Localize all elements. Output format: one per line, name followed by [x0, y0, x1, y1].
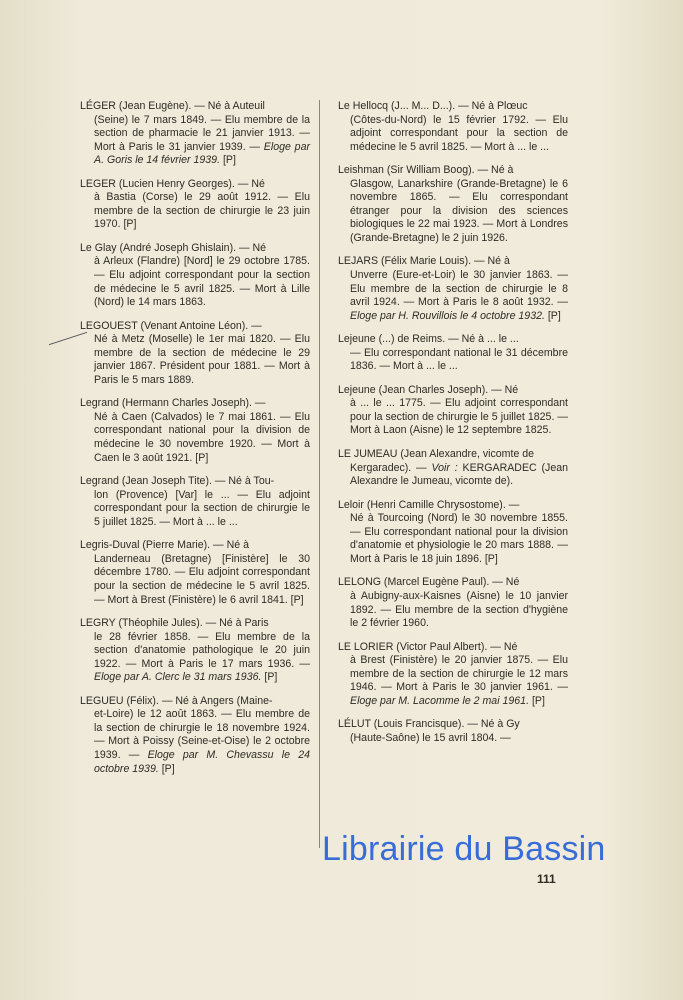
dictionary-entry — [80, 617, 310, 685]
entry-body — [338, 462, 568, 489]
entry-text: Glasgow, Lanarkshire (Grande-Bretagne) le 6 novembre 1865. — Elu correspondant étranger pour la division des sciences biologiques le 22 mai 1923. — Mort à Londres (Grande-Bretagne) le 2 juin 1926. — [350, 177, 568, 244]
entry-heading-line: Legrand (Hermann Charles Joseph). — — [80, 397, 266, 410]
entry-text: à ... le ... 1775. — Elu adjoint correspondant pour la section de chirurgie le 5 juillet 1825. — Mort à Laon (Aisne) le 12 septembre 1825. — [350, 397, 568, 437]
entry-text: (Haute-Saône) le 15 avril 1804. — — [350, 731, 511, 744]
entry-heading-line: LE LORIER (Victor Paul Albert). — Né — [338, 640, 518, 653]
entry-heading-line: LEGRY (Théophile Jules). — Né à Paris — [80, 617, 269, 630]
entry-text-end: [P] — [529, 694, 545, 707]
left-column — [80, 100, 310, 786]
entry-heading-line: Leishman (Sir William Boog). — Né à — [338, 164, 514, 177]
entry-eloge: Eloge par H. Rouvillois le 4 octobre 1932. — [350, 309, 545, 322]
entry-body — [338, 397, 568, 438]
dictionary-entry — [338, 641, 568, 709]
entry-text: à Arleux (Flandre) [Nord] le 29 octobre 1785. — Elu adjoint correspondant pour la section de médecine le 5 avril 1825. — Mort à Lille (Nord) le 14 mars 1863. — [94, 255, 310, 309]
entry-body — [80, 553, 310, 607]
entry-body — [80, 631, 310, 685]
entry-heading-line: LÉGER (Jean Eugène). — Né à Auteuil — [80, 100, 265, 112]
entry-body — [80, 191, 310, 232]
entry-heading-line: LE JUMEAU (Jean Alexandre, vicomte de — [338, 448, 535, 461]
entry-heading-line: Le Hellocq (J... M... D...). — Né à Plœuc — [338, 100, 528, 112]
dictionary-entry — [338, 384, 568, 438]
entry-eloge: Voir : — [431, 461, 458, 474]
entry-body — [338, 512, 568, 566]
entry-text-end: [P] — [158, 762, 175, 775]
dictionary-entry — [80, 695, 310, 776]
entry-text: (Côtes-du-Nord) le 15 février 1792. — Elu adjoint correspondant pour la section de médecine le 5 avril 1825. — Mort à ... le ... — [350, 113, 568, 153]
dictionary-entry — [338, 164, 568, 245]
entry-text-end: [P] — [220, 154, 236, 167]
dictionary-entry — [338, 333, 568, 374]
dictionary-entry — [80, 242, 310, 310]
entry-eloge: Eloge par A. Clerc le 31 mars 1936. — [94, 671, 262, 684]
dictionary-entry — [80, 178, 310, 232]
entry-body — [338, 590, 568, 631]
entry-text-end: [P] — [544, 309, 561, 322]
entry-text: lon (Provence) [Var] le ... — Elu adjoint correspondant pour la section de chirurgie le 5 juillet 1825. — Mort à ... le ... — [94, 488, 310, 528]
entry-text: — Elu correspondant national le 31 décembre 1836. — Mort à ... le ... — [350, 346, 568, 373]
entry-body — [80, 708, 310, 776]
entry-body — [80, 255, 310, 309]
entry-body — [338, 347, 568, 374]
entry-heading-line: LEGER (Lucien Henry Georges). — Né — [80, 177, 265, 190]
entry-heading-line: Lejeune (...) de Reims. — Né à ... le ... — [338, 333, 519, 346]
entry-heading-line: Le Glay (André Joseph Ghislain). — Né — [80, 241, 267, 254]
dictionary-entry — [338, 448, 568, 489]
right-column — [338, 100, 568, 755]
dictionary-entry — [80, 475, 310, 529]
dictionary-entry — [338, 499, 568, 567]
entry-heading-line: Leloir (Henri Camille Chrysostome). — — [338, 498, 520, 511]
dictionary-entry — [80, 539, 310, 607]
entry-text: le 28 février 1858. — Elu membre de la section d'anatomie pathologique le 20 juin 1922. — Mort à Paris le 17 mars 1936. — — [94, 630, 310, 670]
entry-body — [80, 411, 310, 465]
entry-body — [338, 114, 568, 155]
entry-body — [80, 114, 310, 168]
page-number: 111 — [537, 872, 556, 886]
entry-text: Né à Tourcoing (Nord) le 30 novembre 1855. — Elu correspondant national pour la division d'anatomie et physiologie le 20 mars 1888. — Mort à Paris le 18 juin 1896. [P] — [350, 512, 568, 565]
entry-text: Né à Caen (Calvados) le 7 mai 1861. — Elu correspondant national pour la division de médecine le 30 novembre 1920. — Mort à Caen le 3 août 1921. [P] — [94, 410, 310, 464]
dictionary-entry — [80, 397, 310, 465]
entry-body — [338, 732, 568, 746]
entry-text-end: KERGARADEC (Jean Alexandre le Jumeau, vicomte de). — [350, 461, 568, 488]
entry-body — [338, 269, 568, 323]
entry-heading-line: LEGUEU (Félix). — Né à Angers (Maine- — [80, 694, 273, 707]
entry-text: (Seine) le 7 mars 1849. — Elu membre de la section de pharmacie le 21 janvier 1913. — Mort à Paris le 31 janvier 1939. — — [94, 113, 310, 153]
entry-text: à Aubigny-aux-Kaisnes (Aisne) le 10 janvier 1892. — Elu membre de la section d'hygiène le 2 février 1960. — [350, 589, 568, 630]
entry-heading-line: Legrand (Jean Joseph Tite). — Né à Tou- — [80, 475, 275, 488]
entry-text: Unverre (Eure-et-Loir) le 30 janvier 1863. — Elu membre de la section de chirurgie le 8 avril 1924. — Mort à Paris le 8 août 1932. — — [350, 269, 568, 309]
entry-text: Kergaradec). — — [350, 461, 432, 474]
entry-text: à Bastia (Corse) le 29 août 1912. — Elu membre de la section de chirurgie le 23 juin 1970. [P] — [94, 191, 310, 231]
entry-heading-line: LEGOUEST (Venant Antoine Léon). — — [80, 319, 262, 332]
entry-body — [80, 489, 310, 530]
dictionary-entry — [338, 576, 568, 630]
dictionary-entry — [338, 100, 568, 154]
entry-text: à Brest (Finistère) le 20 janvier 1875. — Elu membre de la section de chirurgie le 12 mars 1946. — Mort à Paris le 30 janvier 1961. — — [350, 654, 568, 694]
entry-heading-line: Lejeune (Jean Charles Joseph). — Né — [338, 383, 519, 396]
entry-heading-line: LÉLUT (Louis Francisque). — Né à Gy — [338, 718, 520, 731]
entry-body — [80, 333, 310, 387]
entry-heading-line: LELONG (Marcel Eugène Paul). — Né — [338, 576, 520, 589]
column-divider — [319, 100, 320, 848]
dictionary-entry — [80, 320, 310, 388]
dictionary-entry — [80, 100, 310, 168]
entry-eloge: Eloge par A. Goris le 14 février 1939. — [94, 140, 310, 167]
entry-eloge: Eloge par M. Chevassu le 24 octobre 1939. — [94, 748, 310, 775]
entry-heading-line: LEJARS (Félix Marie Louis). — Né à — [338, 255, 510, 268]
entry-heading-line: Legris-Duval (Pierre Marie). — Né à — [80, 539, 249, 552]
entry-text: Né à Metz (Moselle) le 1er mai 1820. — Elu membre de la section de médecine le 29 janvier 1867. Président pour 1881. — Mort à Paris le 5 mars 1889. — [94, 333, 310, 386]
entry-text-end: [P] — [261, 671, 278, 684]
entry-eloge: Eloge par M. Lacomme le 2 mai 1961. — [350, 694, 530, 707]
dictionary-entry — [338, 255, 568, 323]
entry-text: et-Loire) le 12 août 1863. — Elu membre de la section de chirurgie le 18 novembre 1924. — Mort à Poissy (Seine-et-Oise) le 2 octobre 1939. — — [94, 708, 310, 761]
entry-body — [338, 178, 568, 246]
dictionary-entry — [338, 718, 568, 745]
entry-text: Landerneau (Bretagne) [Finistère] le 30 décembre 1780. — Elu adjoint correspondant pour la section de médecine le 5 avril 1825. — Mort à Brest (Finistère) le 6 avril 1841. [P] — [94, 552, 310, 606]
entry-body — [338, 654, 568, 708]
watermark: Librairie du Bassin — [322, 830, 606, 868]
